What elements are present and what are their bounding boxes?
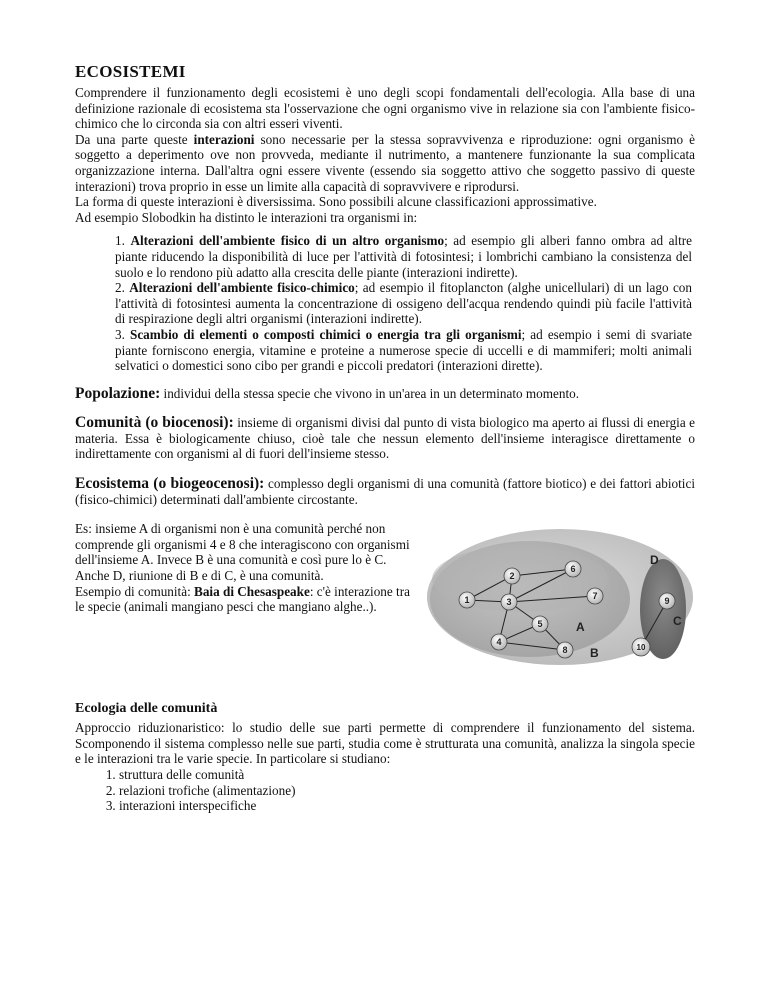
svg-text:1: 1: [464, 595, 470, 606]
set-b-label: B: [590, 646, 599, 661]
set-d-label: D: [650, 553, 659, 568]
chesapeake-term: Baia di Chesaspeake: [194, 583, 310, 599]
svg-text:5: 5: [537, 619, 543, 630]
svg-text:4: 4: [496, 637, 502, 648]
svg-text:8: 8: [562, 645, 568, 656]
svg-text:7: 7: [592, 591, 598, 602]
document-page: [75, 62, 695, 814]
intro-paragraph-3: La forma di queste interazioni è diversissima. Sono possibili alcune classificazioni approssimative.: [75, 194, 597, 210]
interaction-item-3: 3. Scambio di elementi o composti chimici o energia tra gli organismi; ad esempio i semi di svariate piante forniscono energia, vitamine e proteine a numerose specie di uccelli e di mammiferi; molti animali selvatici o domestici sono cibo per grandi e piccoli predatori (interazioni dirette).: [115, 326, 692, 374]
node-6: [565, 561, 581, 577]
page-title: ECOSISTEMI: [75, 62, 186, 81]
section-heading-ecologia: Ecologia delle comunità: [75, 701, 218, 717]
node-7: [587, 588, 603, 604]
example-section: [75, 521, 695, 671]
list-item: 2. relazioni trofiche (alimentazione): [119, 783, 695, 799]
set-a-label: A: [576, 620, 585, 635]
interactions-list: [115, 233, 692, 373]
interazioni-term: interazioni: [193, 131, 255, 147]
node-2: [504, 568, 520, 584]
intro-paragraph-1: Comprendere il funzionamento degli ecosistemi è uno degli scopi fondamentali dell'ecologia. Alla base di una definizione razionale di ecosistema sta l'osservazione che ogni organismo vive in relazione sia con l'ambiente fisico-chimico che lo circonda sia con altri esseri viventi.: [75, 85, 695, 132]
intro-paragraph-2: Da una parte queste interazioni sono necessarie per la stessa sopravvivenza e riproduzione: ogni organismo è soggetto a deperimento ove non provveda, mediante il nutrimento, a mantenere funzionante la sua complicata organizzazione interna. Dall'altra ogni essere vivente (essendo sia soggetto attivo che soggetto passivo di queste interazioni) trova proprio in esse un limite alla capacità di sopravvivere e riprodursi.: [75, 131, 695, 194]
svg-text:3: 3: [506, 597, 512, 608]
set-a-region: [432, 546, 608, 612]
example-text: [75, 521, 420, 615]
svg-text:6: 6: [570, 564, 576, 575]
example-line-1: Es: insieme A di organismi non è una comunità perché non comprende gli organismi 4 e 8 che interagiscono con organismi dell'insieme A. Invece B è una comunità e così pure lo è C.: [75, 521, 410, 568]
community-diagram: [425, 527, 695, 667]
intro-paragraph-4: Ad esempio Slobodkin ha distinto le interazioni tra organismi in:: [75, 209, 418, 225]
definition-ecosistema: Ecosistema (o biogeocenosi): complesso degli organismi di una comunità (fattore biotico) e dei fattori abiotici (fisico-chimici) determinati dall'ambiente circostante.: [75, 475, 695, 507]
svg-text:2: 2: [509, 571, 515, 582]
set-c-label: C: [673, 614, 682, 629]
node-4: [491, 634, 507, 650]
svg-text:10: 10: [636, 643, 646, 653]
node-9: [659, 593, 675, 609]
definition-comunita: Comunità (o biocenosi): insieme di organismi divisi dal punto di vista biologico ma aperto ai flussi di energia e materia. Essa è biologicamente chiuso, cioè tale che nessun elemento dell'insieme interagisce direttamente o indirettamente con organismi al di fuori dell'insieme stesso.: [75, 414, 695, 462]
interaction-item-1: 1. Alterazioni dell'ambiente fisico di un altro organismo; ad esempio gli alberi fanno ombra ad altre piante riducendo la disponibilità di luce per l'attività di fotosintesi; i lombrichi cambiano la consistenza del suolo e lo rendono più adatto alla crescita delle piante (interazioni indirette).: [115, 233, 693, 280]
svg-text:9: 9: [664, 596, 670, 607]
node-3: [501, 594, 517, 610]
example-line-2: Anche D, riunione di B e di C, è una comunità.: [75, 568, 324, 584]
example-line-3: Esempio di comunità: Baia di Chesaspeake: c'è interazione tra le specie (animali mangiano pesci che mangiano alghe..).: [75, 583, 410, 615]
ecology-paragraph: Approccio riduzionaristico: lo studio delle sue parti permette di comprendere il funzionamento del sistema. Scomponendo il sistema complesso nelle sue parti, studia come è strutturata una comunità, analizza la singola specie e le interazioni tra le varie specie. In particolare si studiano:: [75, 720, 695, 767]
interaction-item-2: 2. Alterazioni dell'ambiente fisico-chimico; ad esempio il fitoplancton (alghe unicellulari) di un lago con l'attività di fotosintesi aumenta la concentrazione di ossigeno dell'acqua rendendo quindi più facile l'attività di respirazione degli altri organismi (interazioni indirette).: [115, 280, 692, 327]
list-item: 1. struttura delle comunità: [119, 767, 695, 783]
list-item: 3. interazioni interspecifiche: [119, 798, 695, 814]
definition-popolazione: Popolazione: individui della stessa specie che vivono in un'area in un determinato momento.: [75, 384, 580, 402]
node-1: [459, 592, 475, 608]
node-8: [557, 642, 573, 658]
node-5: [532, 616, 548, 632]
ecology-list: [75, 767, 695, 814]
node-10: [632, 638, 650, 656]
